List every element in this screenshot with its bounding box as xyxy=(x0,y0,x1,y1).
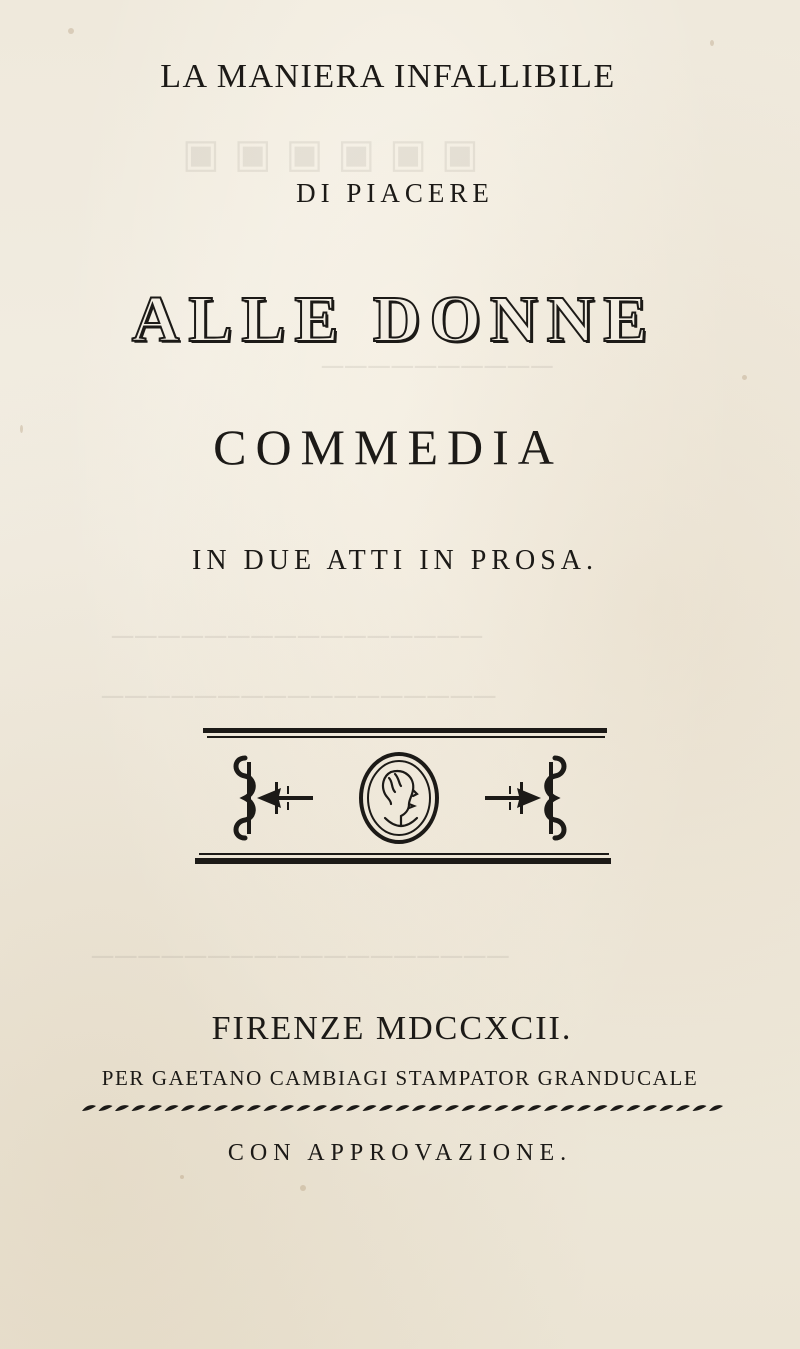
divider-leaf-mark xyxy=(214,1105,228,1111)
divider-leaf-mark xyxy=(544,1105,558,1111)
divider-leaf-mark xyxy=(82,1105,96,1111)
bleed-through-3: ──────────────── xyxy=(110,620,483,653)
printers-ornament-cameo-icon xyxy=(195,722,615,874)
foxing-spot xyxy=(710,40,714,46)
divider-leaf-mark xyxy=(247,1105,261,1111)
divider-leaf-mark xyxy=(495,1105,509,1111)
divider-leaf-mark xyxy=(478,1105,492,1111)
divider-leaf-mark xyxy=(429,1105,443,1111)
bleed-through-4: ───────────────── xyxy=(100,680,496,713)
ornamental-divider xyxy=(80,1100,725,1116)
subtitle: IN DUE ATTI IN PROSA. xyxy=(192,545,598,576)
divider-leaf-mark xyxy=(610,1105,624,1111)
divider-leaf-mark xyxy=(594,1105,608,1111)
bleed-through-2: ────────── xyxy=(320,350,553,383)
divider-leaf-mark xyxy=(363,1105,377,1111)
divider-leaf-mark xyxy=(280,1105,294,1111)
divider-leaf-mark xyxy=(577,1105,591,1111)
divider-leaf-mark xyxy=(148,1105,162,1111)
divider-leaf-mark xyxy=(330,1105,344,1111)
approval-line: CON APPROVAZIONE. xyxy=(227,1140,573,1166)
divider-leaf-mark xyxy=(462,1105,476,1111)
foxing-spot xyxy=(300,1185,306,1191)
divider-leaf-mark xyxy=(643,1105,657,1111)
divider-leaf-mark xyxy=(297,1105,311,1111)
divider-leaf-mark xyxy=(511,1105,525,1111)
divider-leaf-mark xyxy=(346,1105,360,1111)
foxing-spot xyxy=(68,28,74,34)
foxing-spot xyxy=(180,1175,184,1179)
divider-leaf-mark xyxy=(445,1105,459,1111)
divider-leaf-mark xyxy=(396,1105,410,1111)
divider-leaf-mark xyxy=(379,1105,393,1111)
divider-leaf-mark xyxy=(181,1105,195,1111)
divider-leaf-mark xyxy=(115,1105,129,1111)
genre-heading: COMMEDIA xyxy=(213,419,563,475)
divider-leaf-mark xyxy=(561,1105,575,1111)
divider-leaf-mark xyxy=(676,1105,690,1111)
title-line-3-decorative: ALLE DONNE xyxy=(131,283,657,356)
title-line-2: DI PIACERE xyxy=(296,178,494,208)
title-line-1: LA MANIERA INFALLIBILE xyxy=(160,58,616,95)
bleed-through-5: ────────────────── xyxy=(90,940,509,973)
printer-line: PER GAETANO CAMBIAGI STAMPATOR GRANDUCALE xyxy=(101,1066,699,1090)
divider-leaf-mark xyxy=(231,1105,245,1111)
divider-leaf-mark xyxy=(693,1105,707,1111)
divider-leaf-mark xyxy=(264,1105,278,1111)
divider-leaf-mark xyxy=(198,1105,212,1111)
divider-leaf-mark xyxy=(660,1105,674,1111)
divider-leaf-mark xyxy=(99,1105,113,1111)
divider-leaf-mark xyxy=(313,1105,327,1111)
divider-leaf-mark xyxy=(627,1105,641,1111)
divider-leaf-mark xyxy=(709,1105,723,1111)
divider-leaf-mark xyxy=(132,1105,146,1111)
bleed-through-1: ▣ ▣ ▣ ▣ ▣ ▣ xyxy=(180,131,479,176)
foxing-spot xyxy=(742,375,747,380)
imprint-place-year: FIRENZE MDCCXCII. xyxy=(211,1010,573,1047)
divider-leaf-mark xyxy=(165,1105,179,1111)
divider-leaf-mark xyxy=(412,1105,426,1111)
divider-leaf-mark xyxy=(528,1105,542,1111)
